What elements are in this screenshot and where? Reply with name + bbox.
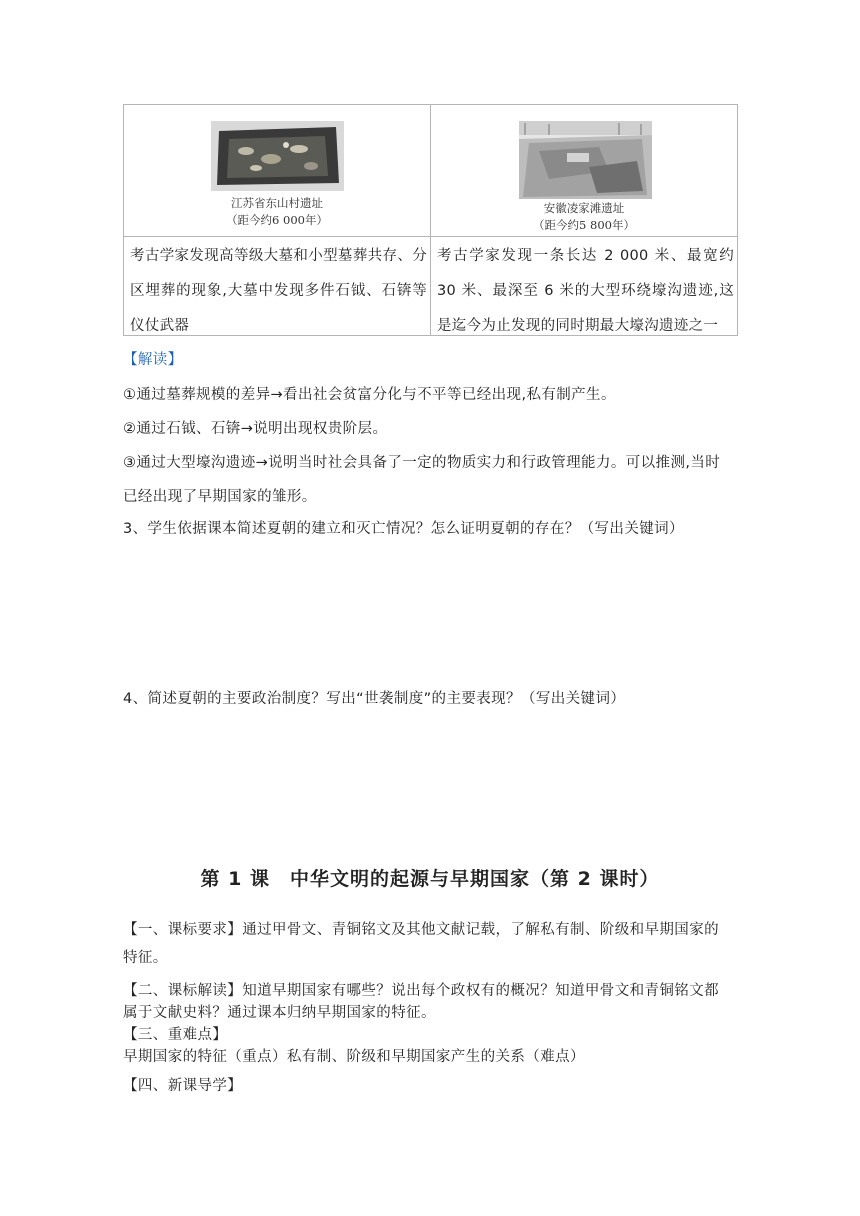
- lingjiatan-site-cell: [431, 105, 738, 237]
- dongshan-caption-name: 江苏省东山村遗址: [231, 196, 323, 210]
- archaeology-sites-table: [123, 104, 738, 336]
- lingjiatan-caption-date: （距今约5 800年）: [533, 218, 635, 232]
- question-4: 4、简述夏朝的主要政治制度？写出“世袭制度”的主要表现？（写出关键词）: [123, 691, 626, 707]
- curriculum-requirement: 【一、课标要求】通过甲骨文、青铜铭文及其他文献记载，了解私有制、阶级和早期国家的: [123, 922, 719, 938]
- interpretation-point-3: ③通过大型壕沟遗迹→说明当时社会具备了一定的物质实力和行政管理能力。可以推测,当时: [123, 455, 721, 471]
- dongshan-description-cell: [124, 237, 431, 336]
- curriculum-interpretation-cont: 属于文献史料？通过课本归纳早期国家的特征。: [123, 1005, 436, 1021]
- curriculum-requirement-cont: 特征。: [123, 950, 168, 966]
- lingjiatan-caption-name: 安徽凌家滩遗址: [543, 201, 625, 215]
- key-points-heading: 【三、重难点】: [123, 1027, 228, 1043]
- interpretation-point-1: ①通过墓葬规模的差异→看出社会贫富分化与不平等已经出现,私有制产生。: [123, 387, 616, 403]
- lingjiatan-trench-photo: [519, 121, 652, 199]
- lingjiatan-description: 考古学家发现一条长达 2 000 米、最宽约 30 米、最深至 6 米的大型环绕壕沟遗迹,这是迄今为止发现的同时期最大壕沟遗迹之一: [437, 248, 734, 334]
- curriculum-interpretation: 【二、课标解读】知道早期国家有哪些？说出每个政权有的概况？知道甲骨文和青铜铭文都: [123, 983, 719, 999]
- dongshan-site-cell: [124, 105, 431, 237]
- question-3: 3、学生依据课本简述夏朝的建立和灭亡情况？怎么证明夏朝的存在？（写出关键词）: [123, 521, 684, 537]
- interpretation-point-2: ②通过石钺、石锛→说明出现权贵阶层。: [123, 421, 388, 437]
- lesson-title: 第 1 课 中华文明的起源与早期国家（第 2 课时）: [200, 868, 660, 890]
- key-points-body: 早期国家的特征（重点）私有制、阶级和早期国家产生的关系（难点）: [123, 1049, 585, 1065]
- dongshan-description: 考古学家发现高等级大墓和小型墓葬共存、分区埋葬的现象,大墓中发现多件石钺、石锛等仪仗武器: [130, 248, 427, 334]
- dongshan-tomb-photo: [211, 121, 344, 191]
- interpretation-point-3-cont: 已经出现了早期国家的雏形。: [123, 489, 317, 505]
- interpretation-heading: 【解读】: [123, 352, 183, 368]
- dongshan-caption-date: （距今约6 000年）: [226, 213, 328, 227]
- new-lesson-guide-heading: 【四、新课导学】: [123, 1078, 243, 1094]
- lingjiatan-description-cell: [431, 237, 738, 336]
